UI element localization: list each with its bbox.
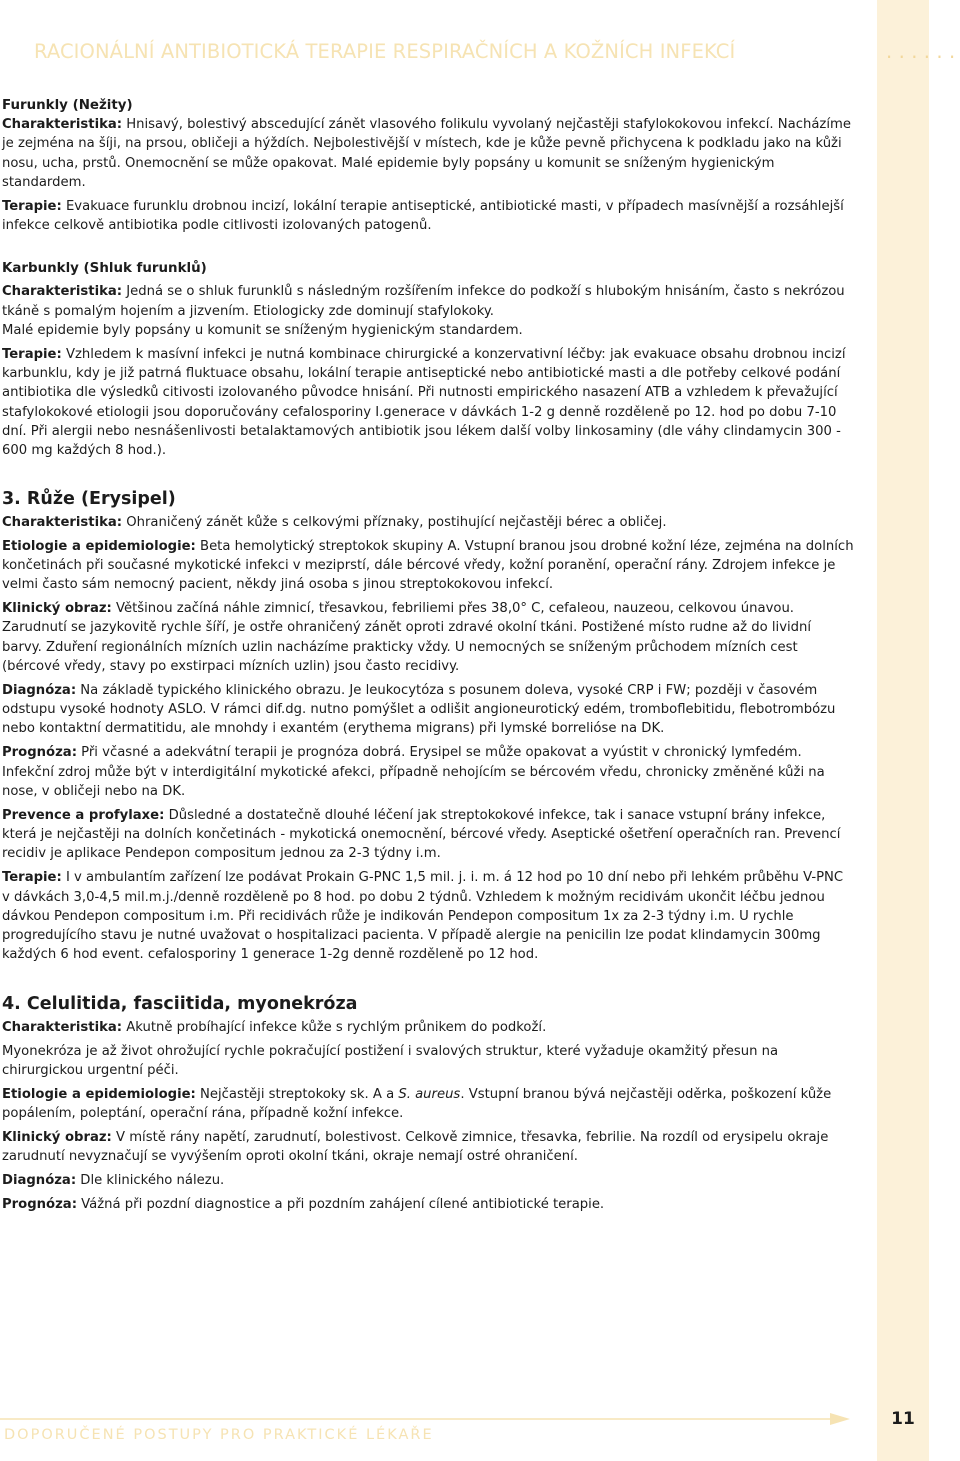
label: Diagnóza:	[2, 1173, 77, 1189]
paragraph-clinical	[2, 1128, 854, 1167]
label: Diagnóza:	[2, 682, 77, 698]
paragraph-characteristics	[2, 282, 854, 321]
label: Klinický obraz:	[2, 1130, 112, 1145]
paragraph-diagnosis	[2, 1171, 854, 1190]
label: Prevence a profylaxe:	[2, 807, 165, 823]
text: Na základě typického klinického obrazu. Je leukocytóza s posunem doleva, vysoké CRP i FW; později v časovém odstupu vysoké hodnoty ASLO. V rámci dif.dg. nutno pomýšlet a odlišit angioneurotický edém, tromboflebitidu, flebotrombózu nebo kontaktní dermatitidu, ale mnohdy i exantém (erythema migrans) při lymské borrelióse na DK.	[2, 682, 836, 737]
text: Akutně probíhající infekce kůže s rychlým průnikem do podkoží.	[122, 1019, 547, 1035]
main-content	[2, 96, 854, 1219]
text: . Vstupní branou bývá nejčastěji oděrka, poškození kůže popálením, poleptání, operační rána, případně kožní infekce.	[2, 1086, 832, 1122]
paragraph-characteristics	[2, 513, 854, 532]
text: V místě rány napětí, zarudnutí, bolestivost. Celkově zimnice, třesavka, febrilie. Na rozdíl od erysipelu okraje zarudnutí nevyznačují se vyvýšením oproti okolní tkáni, okraje nemají ostré ohraničení.	[2, 1130, 829, 1165]
text: Evakuace furunklu drobnou incizí, lokální terapie antiseptické, antibiotické masti, v případech masívnější a rozsáhlejší infekce celkově antibiotika podle citlivosti izolovaných patogenů.	[2, 198, 844, 234]
label: Klinický obraz:	[2, 601, 112, 617]
label: Etiologie a epidemiologie:	[2, 538, 196, 554]
label: Terapie:	[2, 870, 62, 886]
paragraph-therapy	[2, 868, 854, 964]
paragraph-characteristics	[2, 1018, 854, 1037]
sidebar-stripe	[877, 0, 929, 1461]
label: Charakteristika:	[2, 514, 123, 530]
text: Důsledné a dostatečně dlouhé léčení jak streptokokové infekce, tak i sanace vstupní brány infekce, která je nejčastěji na dolních končetinách - mykotická onemocnění, bércové vředy. Aseptické ošetření operačních ran. Prevencí recidiv je aplikace Pendepon compositum jednou za 2-3 týdny i.m.	[2, 807, 841, 862]
section-title-celulitida: 4. Celulitida, fasciitida, myonekróza	[2, 993, 358, 1014]
footer-text: DOPORUČENÉ POSTUPY PRO PRAKTICKÉ LÉKAŘE	[4, 1427, 434, 1443]
text: Jedná se o shluk furunklů s následným rozšířením infekce do podkoží s hlubokým hnisáním, často s nekrózou tkáně s pomalým hojením a jizvením. Etiologicky zde dominují stafylokoky.	[2, 284, 845, 319]
paragraph-diagnosis	[2, 681, 854, 739]
header-title: RACIONÁLNÍ ANTIBIOTICKÁ TERAPIE RESPIRAČNÍCH A KOŽNÍCH INFEKCÍ	[34, 40, 736, 63]
paragraph-epidemic: Malé epidemie byly popsány u komunit se sníženým hygienickým standardem.	[2, 322, 523, 338]
paragraph-myonecrosis: Myonekróza je až život ohrožující rychle pokračující postižení i svalových struktur, které vyžaduje okamžitý přesun na chirurgickou urgentní péči.	[2, 1043, 779, 1078]
paragraph-therapy	[2, 197, 854, 236]
text: Většinou začíná náhle zimnicí, třesavkou, febriliemi přes 38,0° C, cefaleou, nauzeou, celkovou únavou. Zarudnutí se jazykovitě rychle šíří, je ostře ohraničený zánět oproti zdravé okolní tkáni. Postižené místo rudne až do lividní barvy. Zduření regionálních mízních uzlin nacházíme prakticky vždy. U nemocných se sníženým průchodem mízních cest (bércové vředy, stavy po exstirpaci mízních uzlin) jsou často recidivy.	[2, 601, 812, 674]
header-dots: . . . . . .	[886, 40, 956, 63]
text: I v ambulantím zařízení lze podávat Prokain G-PNC 1,5 mil. j. i. m. á 12 hod po 10 dní nebo při lehkém průběhu V-PNC v dávkách 3,0-4,5 mil.m.j./denně rozděleně po 8 hod. po dobu 2 týdnů. Vzhledem k možným recidivám ukončit léčbu jednou dávkou Pendepon compositum i.m. Při recidivách růže je indikován Pendepon compositum 1x za 2-3 týdny i.m. U rychle progredujícího stavu je nutné uvažovat o hospitalizaci pacienta. V případě alergie na penicilin lze podat klindamycin 300mg každých 6 hod event. cefalosporiny 1 generace 1-2g denně rozděleně po 12 hod.	[2, 870, 844, 963]
paragraph-therapy	[2, 345, 854, 461]
running-header	[34, 40, 956, 63]
paragraph-etiology	[2, 537, 854, 595]
paragraph-prognosis	[2, 743, 854, 801]
paragraph-etiology	[2, 1085, 854, 1124]
label: Terapie:	[2, 346, 62, 362]
text: Vzhledem k masívní infekci je nutná kombinace chirurgické a konzervativní léčby: jak evakuace obsahu drobnou incizí karbunklu, kdy je již patrná fluktuace obsahu, lokální terapie antiseptické nebo antibiotické masti a dle potřeby celkové podání antibiotika dle výsledků citivosti izolovaného původce hnisání. Při nutnosti empirického nasazení ATB a vzhledem k převažující stafylokokové etiologii jsou doporučovány cefalosporiny I.generace v dávkách 1-2 g denně rozděleně po 12. hod po dobu 7-10 dní. Při alergii nebo nesnášenlivosti betalaktamových antibiotik jsou lékem další volby linkosaminy (dle váhy clindamycin 300 - 600 mg každých 8 hod.).	[2, 346, 846, 459]
page-number: 11	[891, 1409, 915, 1429]
text: Nejčastěji streptokoky sk. A a	[195, 1086, 399, 1102]
label: Charakteristika:	[2, 284, 123, 300]
paragraph-prevention	[2, 806, 854, 864]
italic-species: S. aureus	[398, 1086, 461, 1102]
label: Prognóza:	[2, 745, 77, 761]
label: Charakteristika:	[2, 117, 123, 132]
paragraph-characteristics	[2, 115, 854, 192]
label: Terapie:	[2, 198, 62, 214]
paragraph-prognosis	[2, 1195, 854, 1214]
label: Etiologie a epidemiologie:	[2, 1086, 196, 1102]
label: Charakteristika:	[2, 1019, 123, 1035]
paragraph-clinical	[2, 599, 854, 676]
section-title-ruze: 3. Růže (Erysipel)	[2, 488, 176, 509]
section-title-karbunkly: Karbunkly (Shluk furunklů)	[2, 261, 207, 277]
text: Dle klinického nálezu.	[76, 1173, 225, 1189]
text: Beta hemolytický streptokok skupiny A. Vstupní branou jsou drobné kožní léze, zejména na dolních končetinách při současné mykotické infekci v meziprstí, dále bércové vředy, kožní poranění, operační rány. Zdrojem infekce je velmi často sám nemocný pacient, někdy jiná osoba s jinou streptokokovou infekcí.	[2, 538, 854, 593]
text: Vážná při pozdní diagnostice a při pozdním zahájení cílené antibiotické terapie.	[76, 1197, 605, 1213]
label: Prognóza:	[2, 1197, 77, 1213]
text: Hnisavý, bolestivý abscedující zánět vlasového folikulu vyvolaný nejčastěji stafylokokovou infekcí. Nacházíme je zejména na šíji, na prsou, obličeji a hýždích. Nejbolestivější v místech, kde je kůže pevně přichycena k podkladu jako na kůži nosu, ucha, prstů. Onemocnění se může opakovat. Malé epidemie byly popsány u komunit se sníženým hygienickým standardem.	[2, 117, 851, 190]
text: Při včasné a adekvátní terapii je prognóza dobrá. Erysipel se může opakovat a vyústit v chronický lymfedém. Infekční zdroj může být v interdigitální mykotické afekci, případně nehojícím se bércovém vředu, chronicky změněné kůži na nose, v obličeji nebo na DK.	[2, 745, 825, 799]
text: Ohraničený zánět kůže s celkovými příznaky, postihující nejčastěji bérec a obličej.	[122, 514, 667, 530]
section-title-furunkly: Furunkly (Nežity)	[2, 98, 133, 113]
